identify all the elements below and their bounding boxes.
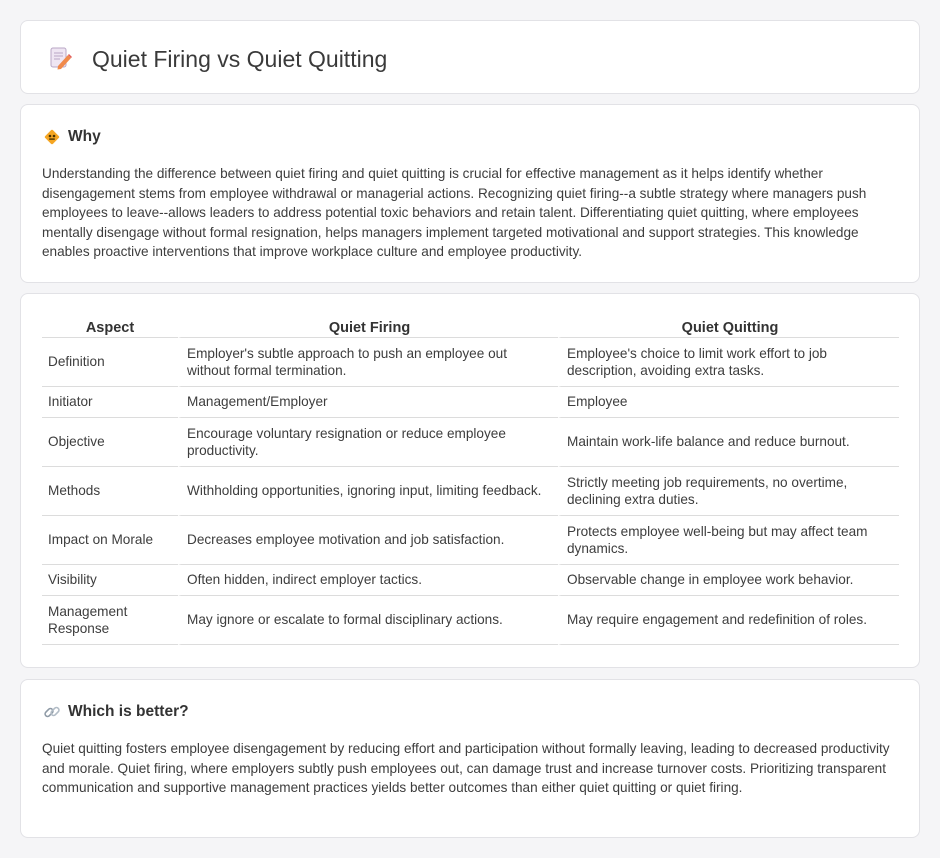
aspect-cell: Objective [42,418,178,467]
quiet-firing-cell: Employer's subtle approach to push an employee out without formal termination. [178,338,558,387]
quiet-quitting-cell: Protects employee well-being but may affect team dynamics. [558,516,899,565]
table-row [42,387,899,418]
aspect-cell: Initiator [42,387,178,418]
page-title: Quiet Firing vs Quiet Quitting [92,46,388,72]
quiet-firing-cell: Encourage voluntary resignation or reduce employee productivity. [178,418,558,467]
comparison-section [20,293,920,668]
column-header-quiet-firing: Quiet Firing [178,314,558,338]
quiet-quitting-cell: Maintain work-life balance and reduce burnout. [558,418,899,467]
why-text: Understanding the difference between quiet firing and quiet quitting is crucial for effective management as it helps identify whether disengagement stems from employee withdrawal or managerial actions. Recognizing quiet firing--a subtle strategy where managers push employees to leave--allows leaders to address potential toxic behaviors and retain talent. Differentiating quiet quitting, where employees mentally disengage without formal resignation, helps managers implement targeted motivational and support strategies. This knowledge enables proactive interventions that improve workplace culture and employee productivity. [42,166,867,260]
aspect-cell: Definition [42,338,178,387]
column-header-quiet-quitting: Quiet Quitting [558,314,899,338]
which-is-better-text: Quiet quitting fosters employee disengagement by reducing effort and participation without formally leaving, leading to decreased productivity and morale. Quiet firing, where employers subtly push employees out, can damage trust and increase turnover costs. Prioritizing transparent communication and supportive management practices yields better outcomes than either quiet quitting or quiet firing. [42,741,890,796]
quiet-quitting-cell: May require engagement and redefinition of roles. [558,596,899,645]
comparison-table [42,314,899,645]
table-row [42,467,899,516]
quiet-firing-cell: Withholding opportunities, ignoring input, limiting feedback. [178,467,558,516]
which-is-better-heading [43,702,189,722]
quiet-quitting-cell: Strictly meeting job requirements, no overtime, declining extra duties. [558,467,899,516]
table-header-row [42,314,899,338]
quiet-quitting-cell: Employee's choice to limit work effort to job description, avoiding extra tasks. [558,338,899,387]
table-row [42,516,899,565]
memo-pencil-icon [47,45,73,71]
why-title: Why [68,128,101,145]
table-row [42,596,899,645]
link-icon [43,703,61,721]
quiet-firing-cell: Often hidden, indirect employer tactics. [178,565,558,596]
quiet-firing-cell: May ignore or escalate to formal disciplinary actions. [178,596,558,645]
quiet-firing-cell: Management/Employer [178,387,558,418]
which-is-better-title: Which is better? [68,703,189,720]
why-section [20,104,920,283]
quiet-quitting-cell: Observable change in employee work behavior. [558,565,899,596]
which-is-better-section [20,679,920,838]
aspect-cell: Visibility [42,565,178,596]
column-header-aspect: Aspect [42,314,178,338]
table-row [42,418,899,467]
table-row [42,565,899,596]
quiet-firing-cell: Decreases employee motivation and job satisfaction. [178,516,558,565]
table-row [42,338,899,387]
why-heading [43,127,101,147]
aspect-cell: Methods [42,467,178,516]
aspect-cell: Management Response [42,596,178,645]
aspect-cell: Impact on Morale [42,516,178,565]
warning-diamond-icon [43,128,61,146]
quiet-quitting-cell: Employee [558,387,899,418]
header-card [20,20,920,94]
